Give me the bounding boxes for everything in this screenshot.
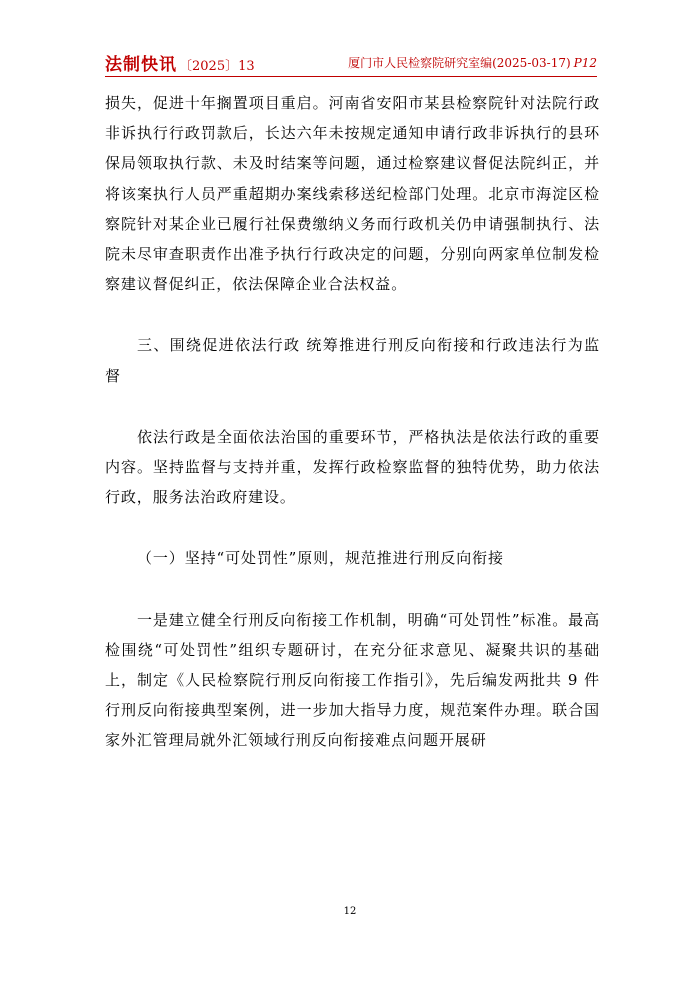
issue-number: 〔2025〕13 <box>179 59 255 74</box>
header-divider <box>105 76 597 77</box>
document-body <box>105 88 600 756</box>
header-page-label: P12 <box>573 56 597 70</box>
publication-title: 法制快讯 <box>105 55 177 75</box>
page-header <box>105 50 597 74</box>
section-heading: 三、围绕促进依法行政 统筹推进行刑反向衔接和行政违法行为监督 <box>105 336 600 385</box>
body-paragraph-continued: 损失，促进十年搁置项目重启。河南省安阳市某县检察院针对法院行政非诉执行行政罚款后，长达六年未按规定通知申请行政非诉执行的县环保局领取执行款、未及时结案等问题，通过检察建议督促法院纠正，并将该案执行人员严重超期办案线索移送纪检部门处理。北京市海淀区检察院针对某企业已履行社保费缴纳义务而行政机关仍申请强制执行、法院未尽审查职责作出准予执行行政决定的问题，分别向两家单位制发检察建议督促纠正，依法保障企业合法权益。 <box>105 94 600 294</box>
subsection-heading: （一）坚持“可处罚性”原则，规范推进行刑反向衔接 <box>137 549 504 568</box>
body-paragraph: 一是建立健全行刑反向衔接工作机制，明确“可处罚性”标准。最高检围绕“可处罚性”组织专题研讨，在充分征求意见、凝聚共识的基础上，制定《人民检察院行刑反向衔接工作指引》，先后编发两批共 9 件行刑反向衔接典型案例，进一步加大指导力度，规范案件办理。联合国家外汇管理局就外汇领域行刑反向衔接难点问题开展研 <box>105 610 600 750</box>
header-source-info <box>348 54 597 71</box>
page-number: 12 <box>343 906 357 917</box>
header-publication <box>105 50 255 75</box>
body-paragraph: 依法行政是全面依法治国的重要环节，严格执法是依法行政的重要内容。坚持监督与支持并重，发挥行政检察监督的独特优势，助力依法行政，服务法治政府建设。 <box>105 427 600 507</box>
editor-and-date: 厦门市人民检察院研究室编(2025-03-17) <box>348 56 571 70</box>
